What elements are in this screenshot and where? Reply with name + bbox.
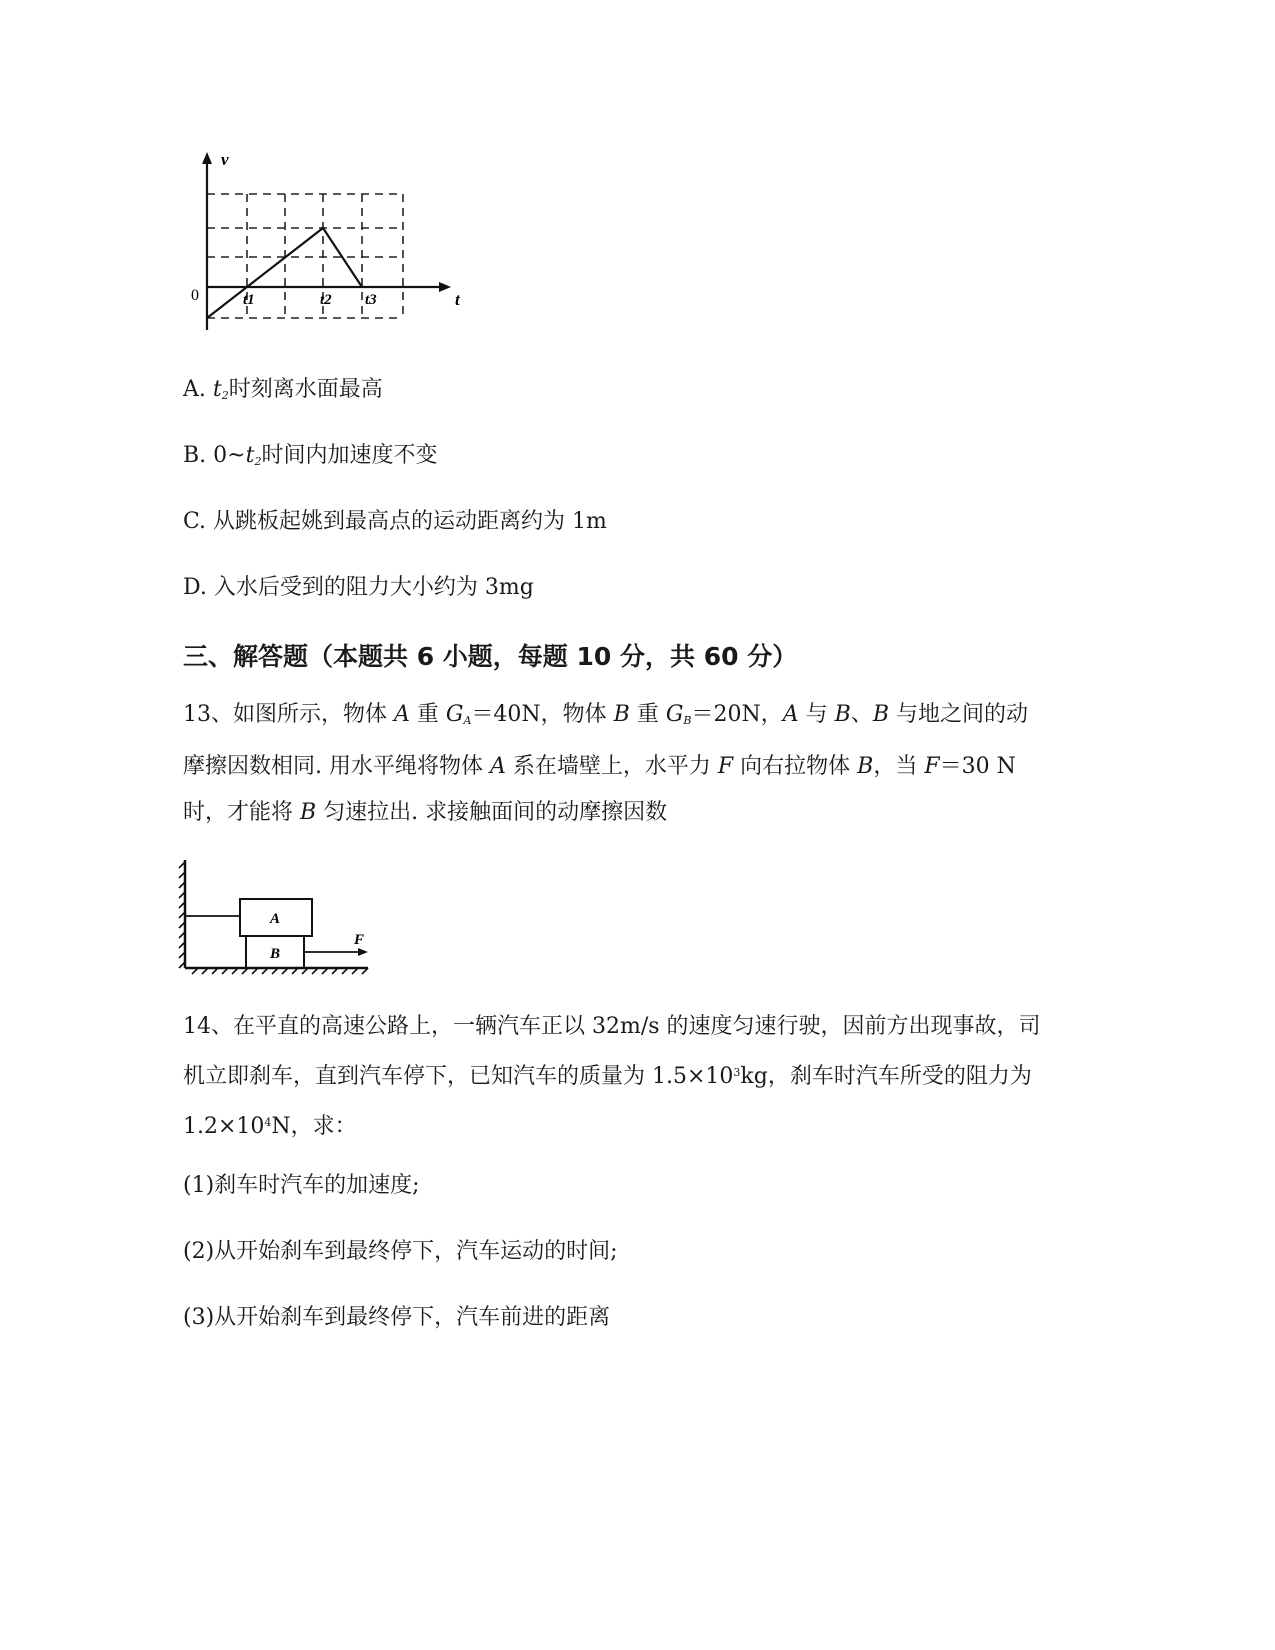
option-a: A. $t_2$时刻离水面最高	[183, 377, 383, 402]
t2-label: t2	[320, 292, 332, 308]
block-b-label: B	[270, 946, 281, 962]
question-14-part-3: (3)从开始刹车到最终停下，汽车前进的距离	[183, 1305, 611, 1330]
axis-v-label: v	[221, 150, 229, 169]
t1-label: t1	[243, 292, 255, 308]
question-14-part-2: (2)从开始刹车到最终停下，汽车运动的时间;	[183, 1239, 618, 1264]
option-c: C. 从跳板起姚到最高点的运动距离约为 1m	[183, 509, 607, 534]
block-a-label: A	[270, 911, 281, 927]
question-14: 14、在平直的高速公路上，一辆汽车正以 32m/s 的速度匀速行驶，因前方出现事故，司机立即刹车，直到汽车停下，已知汽车的质量为 $1.5\times 10^3kg$，刹车时汽车所受的阻力为 $1.2\times 10^4N$，求：	[183, 1014, 1041, 1139]
axis-t-label: t	[455, 290, 460, 309]
origin-label: 0	[191, 287, 199, 304]
blocks-figure	[178, 858, 378, 976]
force-label: F	[354, 932, 365, 948]
velocity-time-graph	[185, 150, 485, 345]
t3-label: t3	[365, 292, 377, 308]
question-13: 13、如图所示，物体 A 重 $G_A=40N$，物体 B 重 $G_B=20N$，A 与 B、B 与地之间的动摩擦因数相同. 用水平绳将物体 A 系在墙壁上，水平力 F 向右拉物体 B，当 F＝30 N 时，才能将 B 匀速拉出. 求接触面间的动摩擦因数	[183, 702, 1029, 825]
question-14-part-1: (1)刹车时汽车的加速度;	[183, 1173, 420, 1198]
section-heading: 三、解答题（本题共 6 小题，每题 10 分，共 60 分）	[183, 642, 798, 671]
option-b: B. $0\sim t_2$时间内加速度不变	[183, 443, 438, 468]
option-d: D. 入水后受到的阻力大小约为 3mg	[183, 575, 534, 600]
